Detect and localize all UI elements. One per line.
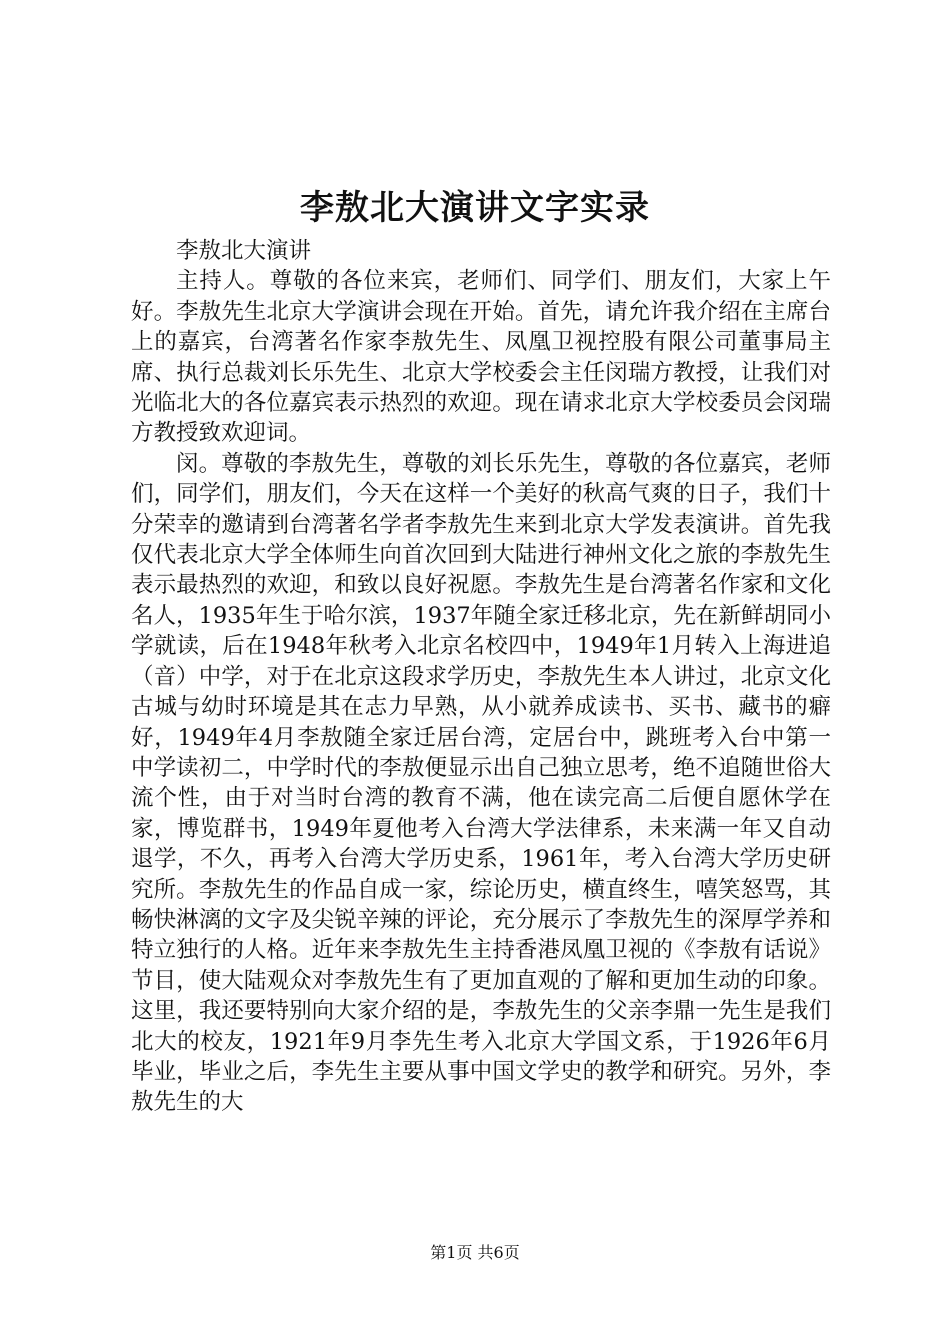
paragraph-heading: 李敖北大演讲 bbox=[176, 238, 312, 264]
page-footer: 第1页 共6页 bbox=[430, 1243, 520, 1262]
document-title: 李敖北大演讲文字实录 bbox=[300, 188, 650, 228]
paragraph-host-intro: 主持人。尊敬的各位来宾，老师们、同学们、朋友们，大家上午好。李敖先生北京大学演讲会现在开始。首先，请允许我介绍在主席台上的嘉宾，台湾著名作家李敖先生、凤凰卫视控股有限公司董事局主席、执行总裁刘长乐先生、北京大学校委会主任闵瑞方教授，让我们对光临北大的各位嘉宾表示热烈的欢迎。现在请求北京大学校委员会闵瑞方教授致欢迎词。 bbox=[131, 268, 831, 447]
document-body bbox=[131, 236, 831, 1118]
paragraph-welcome-speech: 闵。尊敬的李敖先生，尊敬的刘长乐先生，尊敬的各位嘉宾，老师们，同学们，朋友们，今天在这样一个美好的秋高气爽的日子，我们十分荣幸的邀请到台湾著名学者李敖先生来到北京大学发表演讲。首先我仅代表北京大学全体师生向首次回到大陆进行神州文化之旅的李敖先生表示最热烈的欢迎，和致以良好祝愿。李敖先生是台湾著名作家和文化名人，1935年生于哈尔滨，1937年随全家迁移北京，先在新鲜胡同小学就读，后在1948年秋考入北京名校四中，1949年1月转入上海进追（音）中学，对于在北京这段求学历史，李敖先生本人讲过，北京文化古城与幼时环境是其在志力早熟，从小就养成读书、买书、藏书的癖好，1949年4月李敖随全家迁居台湾，定居台中，跳班考入台中第一中学读初二，中学时代的李敖便显示出自己独立思考，绝不追随世俗大流个性，由于对当时台湾的教育不满，他在读完高二后便自愿休学在家，博览群书，1949年夏他考入台湾大学法律系，未来满一年又自动退学，不久，再考入台湾大学历史系，1961年，考入台湾大学历史研究所。李敖先生的作品自成一家，综论历史，横直终生，嘻笑怒骂，其畅快淋漓的文字及尖锐辛辣的评论，充分展示了李敖先生的深厚学养和特立独行的人格。近年来李敖先生主持香港凤凰卫视的《李敖有话说》节目，使大陆观众对李敖先生有了更加直观的了解和更加生动的印象。这里，我还要特别向大家介绍的是，李敖先生的父亲李鼎一先生是我们北大的校友，1921年9月李先生考入北京大学国文系，于1926年6月毕业，毕业之后，李先生主要从事中国文学史的教学和研究。另外，李敖先生的大 bbox=[131, 450, 831, 1116]
